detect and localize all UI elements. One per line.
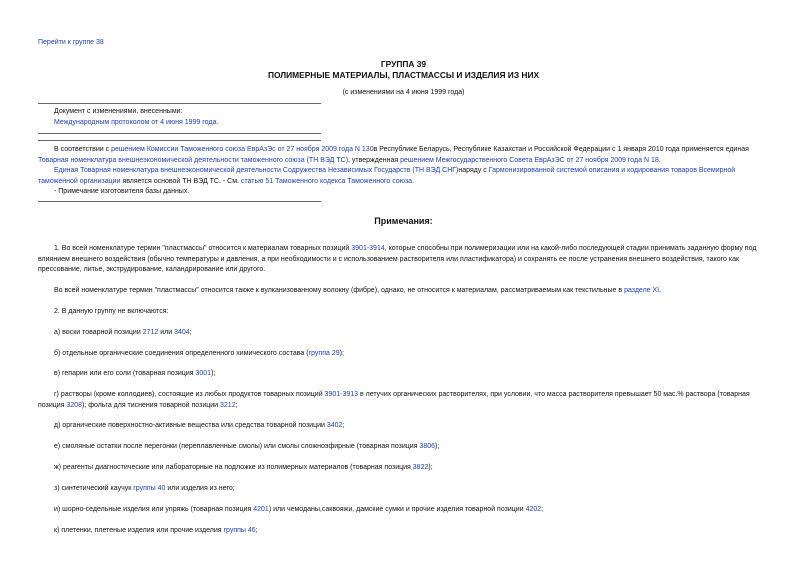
text: , которые способны при полимеризации или на какой-либо последующей стадии принимать заданную форму под влиянием внешнего воздействия (обычно температуры и давления, а при необходимости и с использованием растворителя или пластификатора) и сохранять ее после устранения внешнего воздействия, такого как прессование, литье, экструдирование, каландрирование или другого. bbox=[38, 245, 757, 273]
text: Во всей номенклатуре термин "пластмассы" относится также к вулканизованному волокну (фибре), однако, не относится к материалам, рассматриваемым как текстильные в bbox=[54, 287, 625, 294]
text: ); bbox=[435, 443, 440, 450]
text: ); bbox=[211, 370, 216, 377]
note-paragraph-1 bbox=[38, 244, 768, 276]
text: е) смоляные остатки после перегонки (переплавленные смолы) или смолы сложноэфирные (товарная позиция bbox=[54, 443, 420, 450]
notes-heading: Примечания: bbox=[374, 216, 433, 226]
text: ; bbox=[342, 422, 345, 429]
list-item bbox=[38, 390, 768, 411]
tn-ved-ts-link[interactable]: Товарная номенклатура внешнеэкономической деятельности таможенного союза (ТН ВЭД ТС) bbox=[38, 156, 349, 164]
position-link[interactable]: 3212 bbox=[220, 401, 236, 409]
divider bbox=[38, 103, 321, 104]
text: является основой ТН ВЭД ТС. - См. bbox=[120, 177, 241, 185]
note-paragraph-2 bbox=[38, 286, 768, 297]
text: з) синтетический каучук bbox=[54, 485, 134, 492]
text: ); фольга для тиснения товарной позиции bbox=[81, 401, 221, 409]
editor-note-paragraph bbox=[38, 145, 768, 166]
list-item bbox=[38, 526, 768, 537]
list-item bbox=[38, 369, 768, 380]
council-decision-link[interactable]: решением Межгосударственного Совета ЕврАзЭС от 27 ноября 2009 года N 18 bbox=[400, 156, 659, 164]
text: в Республике Беларусь, Республике Казахстан и Российской Федерации с 1 января 2010 года применяется единая bbox=[373, 146, 749, 153]
list-item bbox=[38, 349, 768, 360]
text: ); bbox=[339, 350, 344, 357]
text: . bbox=[412, 177, 415, 185]
divider bbox=[38, 140, 321, 141]
text: В соответствии с bbox=[54, 146, 112, 153]
section-xi-link[interactable]: разделе XI bbox=[624, 287, 660, 294]
position-link[interactable]: 4202 bbox=[525, 506, 542, 513]
position-link[interactable]: 3208 bbox=[66, 401, 82, 409]
group-link[interactable]: группа 29 bbox=[308, 350, 340, 357]
position-link[interactable]: 3001 bbox=[195, 370, 212, 377]
text: . bbox=[658, 156, 661, 164]
harmonized-system-link[interactable]: Гармонизированной системой описания и кодирования товаров Всемирной таможенной организации bbox=[38, 167, 736, 185]
position-link[interactable]: 2712 bbox=[142, 329, 159, 336]
text: б) отдельные органические соединения определенного химического состава ( bbox=[54, 350, 309, 357]
commission-decision-link[interactable]: решением Комиссии Таможенного союза ЕврАзЭс от 27 ноября 2009 года N 130 bbox=[111, 146, 374, 153]
group-number-title: ГРУППА 39 bbox=[380, 59, 427, 69]
position-link[interactable]: 3822 bbox=[412, 464, 429, 471]
list-item bbox=[38, 442, 768, 453]
text: ) или чемоданы,саквояжи, дамские сумки и прочие изделия товарной позиции bbox=[268, 506, 526, 513]
text: или изделия из него; bbox=[165, 485, 235, 492]
editor-note-paragraph bbox=[38, 166, 768, 187]
text: ); bbox=[428, 464, 433, 471]
position-link[interactable]: 4201 bbox=[253, 506, 269, 513]
text: г) растворы (кроме коллодиев), состоящие из любых продуктов товарных позиций bbox=[54, 391, 325, 398]
list-item bbox=[38, 463, 768, 474]
text: в летучих органических растворителях, при условии, что масса растворителя превышает 50 мас.% раствора (товарная позиция bbox=[38, 391, 750, 409]
goto-group-38-link[interactable]: Перейти к группе 38 bbox=[38, 39, 104, 46]
position-link[interactable]: 3901-3914 bbox=[351, 245, 385, 252]
text: а) воски товарной позиции bbox=[54, 329, 143, 336]
text: в) гепарин или его соли (товарная позиция bbox=[54, 370, 196, 377]
list-item bbox=[38, 421, 768, 432]
text: или bbox=[158, 329, 175, 336]
list-item bbox=[38, 505, 768, 516]
position-link[interactable]: 3901-3913 bbox=[324, 391, 359, 398]
divider bbox=[38, 201, 321, 202]
text: ж) реагенты диагностические или лабораторные на подложке из полимерных материалов (товарная позиция bbox=[54, 464, 413, 471]
customs-code-link[interactable]: статью 51 Таможенного кодекса Таможенного союза bbox=[240, 177, 413, 185]
divider bbox=[38, 133, 321, 134]
protocol-link[interactable]: Международным протоколом от 4 июня 1999 года. bbox=[54, 118, 219, 126]
text: 1. Во всей номенклатуре термин "пластмассы" относится к материалам товарных позиций bbox=[54, 245, 352, 252]
text: , утвержденная bbox=[348, 156, 401, 164]
text: д) органические поверхностно-активные вещества или средства товарной позиции bbox=[54, 422, 327, 429]
group-link[interactable]: группы 40 bbox=[133, 485, 166, 492]
amendments-box bbox=[54, 107, 314, 128]
tn-ved-sng-link[interactable]: Единая Товарная номенклатура внешнеэкономической деятельности Содружества Независимых Государств (ТН ВЭД СНГ) bbox=[54, 167, 459, 174]
text: . bbox=[659, 287, 662, 294]
list-item bbox=[38, 484, 768, 495]
text: ; bbox=[541, 506, 544, 513]
note-paragraph-3: 2. В данную группу не включаются: bbox=[54, 308, 169, 315]
text: ; bbox=[255, 527, 258, 534]
position-link[interactable]: 3806 bbox=[419, 443, 435, 450]
text: ; bbox=[235, 401, 238, 409]
position-link[interactable]: 3404 bbox=[174, 329, 190, 336]
list-item bbox=[38, 328, 768, 339]
group-link[interactable]: группы 46 bbox=[223, 527, 256, 534]
text: ; bbox=[189, 329, 192, 336]
text: наряду с bbox=[458, 167, 489, 174]
text: к) плетенки, плетеные изделия или прочие изделия bbox=[54, 527, 224, 534]
position-link[interactable]: 3402 bbox=[326, 422, 343, 429]
revision-subtitle: (с изменениями на 4 июня 1999 года) bbox=[342, 89, 465, 96]
amendments-label: Документ с изменениями, внесенными: bbox=[54, 108, 183, 115]
text: и) шорно-седельные изделия или упряжь (товарная позиция bbox=[54, 506, 254, 513]
editor-note-footer: - Примечание изготовителя базы данных. bbox=[54, 188, 190, 195]
group-name-title: ПОЛИМЕРНЫЕ МАТЕРИАЛЫ, ПЛАСТМАССЫ И ИЗДЕЛИЯ ИЗ НИХ bbox=[267, 70, 540, 80]
